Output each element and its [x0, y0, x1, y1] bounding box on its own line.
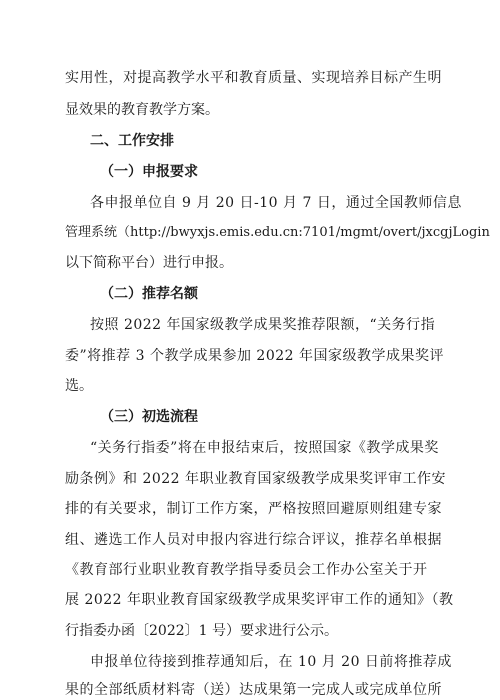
- paragraph-line: 展 2022 年职业教育国家级教学成果奖评审工作的通知》（教: [65, 592, 454, 608]
- paragraph-line: 申报单位待接到推荐通知后，在 10 月 20 日前将推荐成: [90, 654, 452, 670]
- paragraph-line: 按照 2022 年国家级教学成果奖推荐限额，“关务行指: [90, 317, 436, 333]
- paragraph-line: 《教育部行业职业教育教学指导委员会工作办公室关于开: [65, 562, 428, 578]
- intro-line-1: 实用性，对提高教学水平和教育质量、实现培养目标产生明: [65, 70, 442, 86]
- paragraph-line: 各申报单位自 9 月 20 日-10 月 7 日，通过全国教师信息: [90, 195, 462, 211]
- paragraph-line: 组、遴选工作人员对申报内容进行综合评议，推荐名单根据: [65, 532, 442, 548]
- intro-line-2: 显效果的教育教学方案。: [65, 102, 219, 118]
- subheading-recommendation-quota: （二）推荐名额: [100, 286, 198, 302]
- paragraph-line: 以下简称平台）进行申报。: [65, 255, 233, 271]
- paragraph-line: 励条例》和 2022 年职业教育国家级教学成果奖评审工作安: [65, 471, 447, 487]
- section-heading-work-arrangement: 二、工作安排: [90, 133, 174, 149]
- paragraph-line: “关务行指委”将在申报结束后，按照国家《教学成果奖: [90, 440, 439, 456]
- paragraph-line: 管理系统（http://bwyxjs.emis.edu.cn:7101/mgmt/overt/jxcgjLogin: [65, 225, 490, 240]
- paragraph-line: 选。: [65, 378, 93, 394]
- subheading-preliminary-process: （三）初选流程: [100, 409, 198, 425]
- paragraph-line: 行指委办函〔2022〕1 号）要求进行公示。: [65, 623, 338, 639]
- paragraph-line: 排的有关要求，制订工作方案，严格按照回避原则组建专家: [65, 501, 442, 517]
- paragraph-line: 果的全部纸质材料寄（送）达成果第一完成人或完成单位所: [65, 682, 442, 698]
- subheading-application-requirements: （一）申报要求: [100, 164, 198, 180]
- paragraph-line: 委”将推荐 3 个教学成果参加 2022 年国家级教学成果奖评: [65, 348, 444, 364]
